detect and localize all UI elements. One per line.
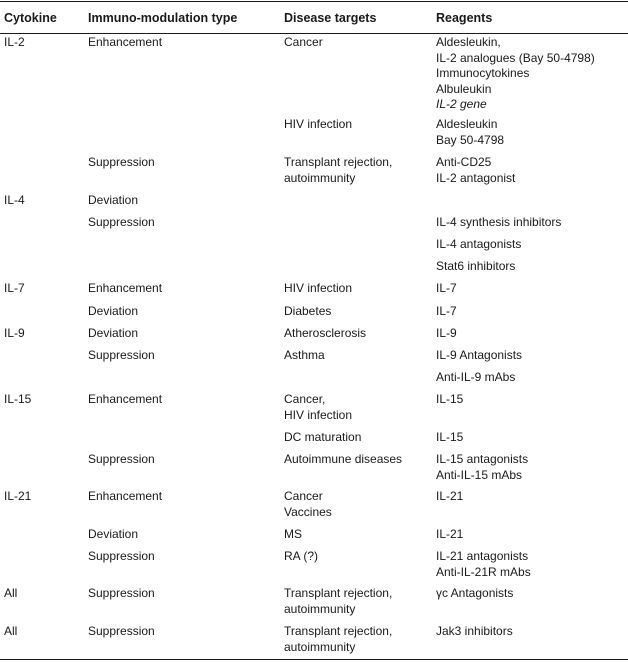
cell-modulation — [88, 326, 138, 342]
cell-reagents — [436, 326, 457, 342]
cell-line: Suppression — [88, 549, 155, 563]
cell-reagents — [436, 348, 522, 364]
cell-line: IL-9 Antagonists — [436, 348, 523, 362]
table-top-rule — [0, 1, 628, 2]
cell-disease — [284, 348, 325, 364]
cell-modulation — [88, 586, 155, 602]
cell-modulation — [88, 304, 138, 320]
cell-reagents — [436, 392, 463, 408]
cell-line: HIV infection — [284, 407, 353, 422]
cell-line: IL-9 — [436, 326, 457, 340]
cell-line: IL-15 antagonists — [436, 452, 529, 466]
header-disease: Disease targets — [284, 11, 377, 25]
cell-line: IL-2 analogues (Bay 50-4798) — [436, 50, 595, 65]
cell-line: Suppression — [88, 215, 155, 229]
cell-line: IL-9 — [4, 326, 25, 340]
cell-cytokine — [4, 193, 25, 209]
cell-reagents — [436, 35, 595, 113]
cell-line: IL-15 — [4, 392, 32, 406]
cell-reagents — [436, 527, 463, 543]
cell-disease — [284, 527, 302, 543]
cell-reagents — [436, 549, 531, 580]
cell-line: Atherosclerosis — [284, 326, 367, 340]
cell-line: Suppression — [88, 624, 155, 638]
cell-reagents — [436, 304, 457, 320]
cell-line: IL-7 — [436, 281, 457, 295]
header-reagents: Reagents — [436, 11, 493, 25]
cell-reagents — [436, 259, 515, 275]
cell-disease — [284, 452, 402, 468]
cell-line: Deviation — [88, 193, 139, 207]
cell-line: Aldesleukin, — [436, 35, 501, 49]
cell-line: Aldesleukin — [436, 117, 498, 131]
cell-line: HIV infection — [284, 281, 353, 295]
cell-line: IL-21 antagonists — [436, 549, 529, 563]
cell-disease — [284, 117, 352, 133]
cell-modulation — [88, 392, 162, 408]
cell-line: autoimmunity — [284, 601, 356, 616]
cell-line: IL-21 — [4, 489, 32, 503]
cell-line: MS — [284, 527, 302, 541]
cell-cytokine — [4, 326, 25, 342]
cell-modulation — [88, 527, 138, 543]
cell-line: Stat6 inhibitors — [436, 259, 516, 273]
cell-line: IL-2 — [4, 35, 25, 49]
cell-line: autoimmunity — [284, 639, 356, 654]
cell-modulation — [88, 624, 155, 640]
cell-line: Suppression — [88, 452, 155, 466]
cell-line: Suppression — [88, 348, 155, 362]
cell-disease — [284, 155, 392, 186]
cell-modulation — [88, 35, 162, 51]
cell-reagents — [436, 489, 463, 505]
cell-line: RA (?) — [284, 549, 319, 563]
cell-modulation — [88, 348, 155, 364]
cell-line: Asthma — [284, 348, 325, 362]
cell-disease — [284, 624, 392, 655]
cell-line: IL-4 synthesis inhibitors — [436, 215, 562, 229]
cell-line: Suppression — [88, 586, 155, 600]
cell-modulation — [88, 155, 155, 171]
cell-line: Enhancement — [88, 392, 163, 406]
cell-disease — [284, 489, 332, 520]
cell-line: Transplant rejection, — [284, 586, 393, 600]
cell-line: IL-4 — [4, 193, 25, 207]
cell-line: IL-15 — [436, 430, 464, 444]
cell-reagents — [436, 586, 513, 602]
cell-line: IL-2 antagonist — [436, 170, 516, 185]
cell-line: Cancer, — [284, 392, 326, 406]
cell-line: Anti-IL-15 mAbs — [436, 467, 523, 482]
cell-reagents — [436, 624, 513, 640]
cell-line: IL-7 — [4, 281, 25, 295]
cell-disease — [284, 304, 331, 320]
cell-cytokine — [4, 586, 17, 602]
cell-line: Anti-IL-21R mAbs — [436, 564, 531, 579]
table-bottom-rule — [0, 659, 628, 660]
cell-line: Diabetes — [284, 304, 332, 318]
cell-line: Autoimmune diseases — [284, 452, 403, 466]
cell-reagents — [436, 430, 463, 446]
cell-line: IL-2 gene — [436, 97, 487, 111]
cell-disease — [284, 35, 323, 51]
cell-line: Enhancement — [88, 35, 163, 49]
header-rule — [0, 33, 628, 34]
cell-modulation — [88, 215, 155, 231]
cell-disease — [284, 549, 318, 565]
cell-modulation — [88, 489, 162, 505]
cell-reagents — [436, 237, 521, 253]
cell-cytokine — [4, 392, 31, 408]
cell-line: Jak3 inhibitors — [436, 624, 513, 638]
cell-line: IL-4 antagonists — [436, 237, 522, 251]
cell-cytokine — [4, 624, 17, 640]
cell-line: Suppression — [88, 155, 155, 169]
cell-line: Albuleukin — [436, 81, 492, 96]
cell-reagents — [436, 452, 528, 483]
cell-line: HIV infection — [284, 117, 353, 131]
header-cytokine: Cytokine — [4, 11, 57, 25]
cell-reagents — [436, 281, 457, 297]
cell-line: autoimmunity — [284, 170, 356, 185]
cell-reagents — [436, 370, 515, 386]
cell-line: Anti-CD25 — [436, 155, 492, 169]
cell-cytokine — [4, 281, 25, 297]
cell-line: IL-7 — [436, 304, 457, 318]
header-modulation: Immuno-modulation type — [88, 11, 238, 25]
cell-line: IL-21 — [436, 489, 464, 503]
cell-line: Transplant rejection, — [284, 155, 393, 169]
cell-line: Cancer — [284, 35, 323, 49]
cell-reagents — [436, 215, 561, 231]
cell-disease — [284, 586, 392, 617]
cell-line: Vaccines — [284, 504, 332, 519]
cell-modulation — [88, 452, 155, 468]
cell-modulation — [88, 281, 162, 297]
cell-modulation — [88, 549, 155, 565]
cell-line: Immunocytokines — [436, 66, 530, 80]
cell-line: IL-15 — [436, 392, 464, 406]
cell-line: Deviation — [88, 304, 139, 318]
cell-disease — [284, 430, 361, 446]
cell-cytokine — [4, 35, 25, 51]
cell-line: IL-21 — [436, 527, 464, 541]
cell-disease — [284, 281, 352, 297]
cell-line: All — [4, 586, 18, 600]
cell-line: γc Antagonists — [436, 586, 514, 600]
cell-modulation — [88, 193, 138, 209]
cell-line: All — [4, 624, 18, 638]
cell-reagents — [436, 117, 504, 148]
cell-line: Enhancement — [88, 281, 163, 295]
cell-line: Anti-IL-9 mAbs — [436, 370, 516, 384]
cell-cytokine — [4, 489, 31, 505]
cell-line: Deviation — [88, 527, 139, 541]
cell-disease — [284, 392, 352, 423]
cell-line: Enhancement — [88, 489, 163, 503]
cell-line: Transplant rejection, — [284, 624, 393, 638]
cell-reagents — [436, 155, 515, 186]
cell-disease — [284, 326, 366, 342]
cell-line: DC maturation — [284, 430, 362, 444]
cell-line: Cancer — [284, 489, 323, 503]
cell-line: Bay 50-4798 — [436, 132, 505, 147]
cell-line: Deviation — [88, 326, 139, 340]
